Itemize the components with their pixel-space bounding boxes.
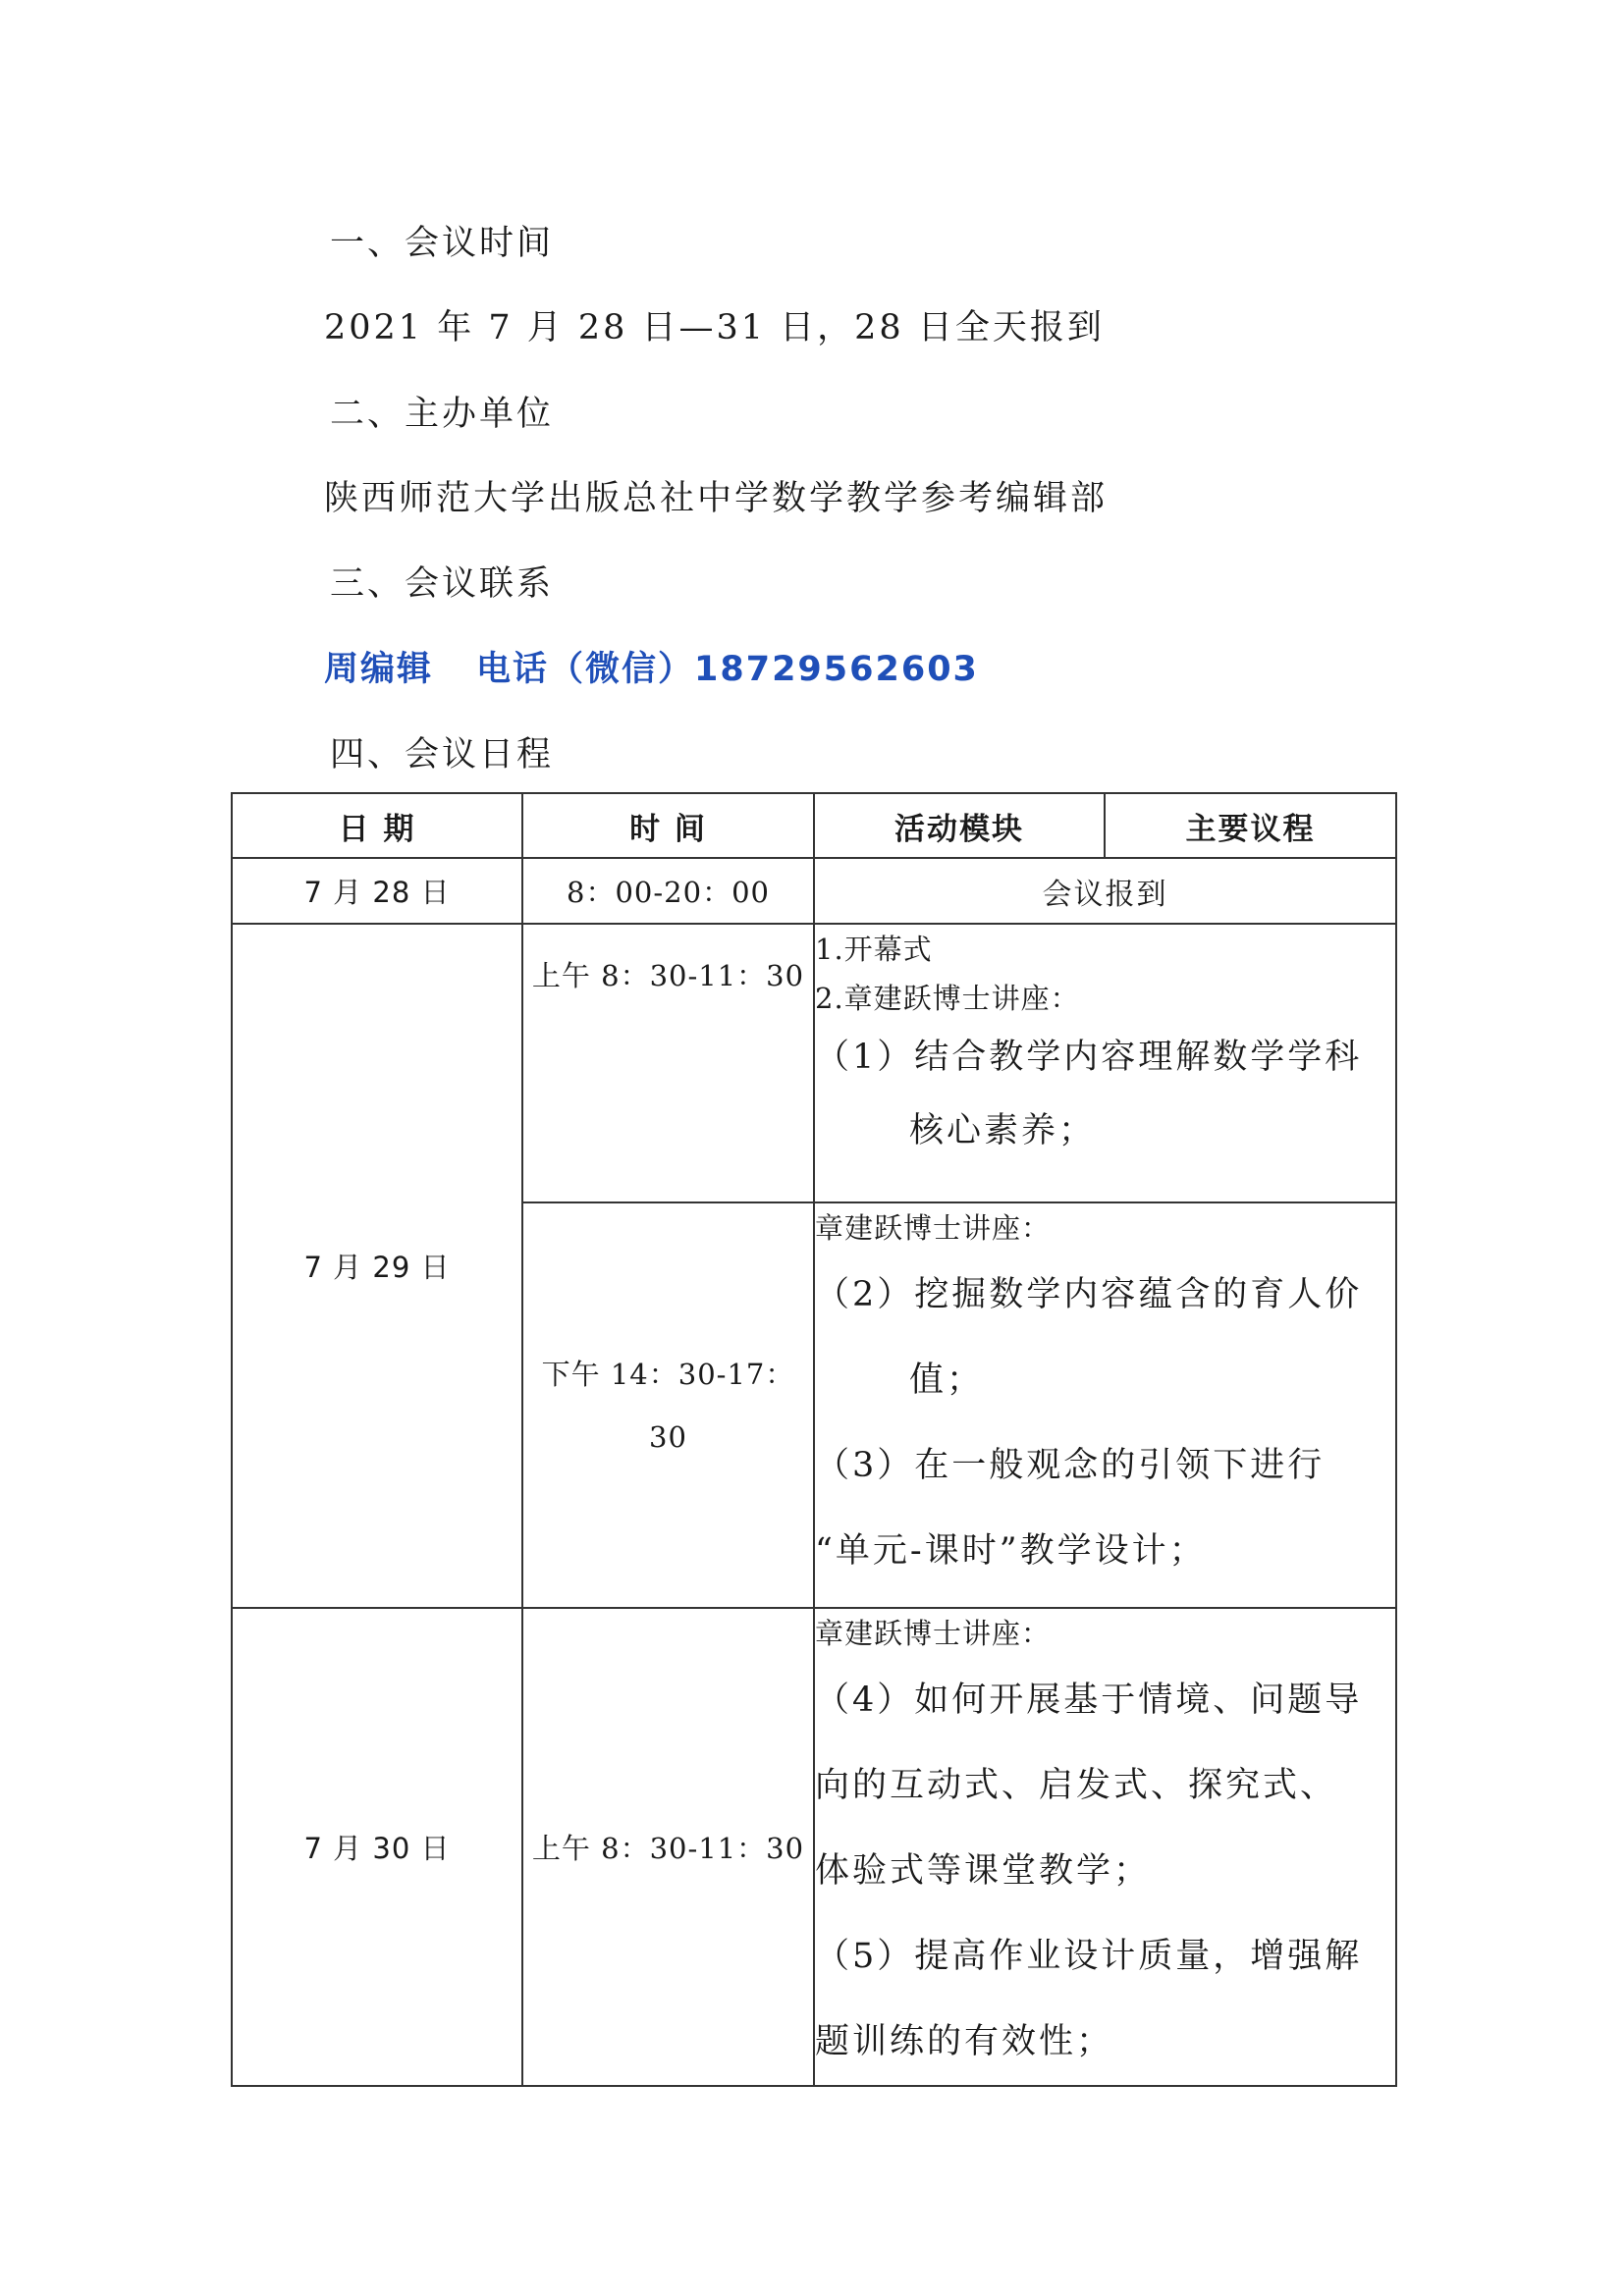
contact-line — [324, 642, 979, 691]
contact-phone: 电话（微信）18729562603 — [476, 650, 979, 689]
section-heading-organizer: 二、主办单位 — [330, 395, 555, 434]
row2-morning-content — [814, 924, 1396, 1202]
row2-afternoon-content — [814, 1202, 1396, 1608]
agenda-item: （1）结合教学内容理解数学学科 — [815, 1038, 1363, 1077]
agenda-item: “单元-课时”教学设计； — [815, 1531, 1207, 1571]
agenda-item: 章建跃博士讲座： — [815, 1617, 1052, 1650]
row3-time: 上午 8：30-11：30 — [522, 1608, 814, 2086]
agenda-item: 向的互动式、启发式、探究式、 — [815, 1766, 1338, 1805]
row3-date: 7 月 30 日 — [232, 1608, 522, 2086]
row3-content — [814, 1608, 1396, 2086]
header-date: 日 期 — [232, 793, 522, 858]
agenda-item: （4）如何开展基于情境、问题导 — [815, 1681, 1363, 1720]
agenda-item: （3）在一般观念的引领下进行 — [815, 1446, 1326, 1485]
header-agenda: 主要议程 — [1105, 793, 1396, 858]
table-row — [232, 1608, 1396, 2086]
meeting-time-text: 2021 年 7 月 28 日—31 日，28 日全天报到 — [324, 308, 1105, 347]
agenda-item: 核心素养； — [909, 1111, 1097, 1150]
table-header-row — [232, 793, 1396, 858]
row2-morning-time: 上午 8：30-11：30 — [522, 924, 814, 1202]
agenda-item: 1.开幕式 — [815, 933, 933, 966]
contact-name: 周编辑 — [324, 650, 434, 689]
time-part: 下午 14：30-17： — [541, 1357, 795, 1391]
section-heading-contact: 三、会议联系 — [330, 564, 555, 604]
header-time: 时 间 — [522, 793, 814, 858]
agenda-item: （5）提高作业设计质量，增强解 — [815, 1937, 1363, 1976]
agenda-item: 章建跃博士讲座： — [815, 1211, 1052, 1245]
row2-date: 7 月 29 日 — [232, 924, 522, 1608]
row1-time: 8：00-20：00 — [522, 858, 814, 924]
agenda-item: 值； — [909, 1361, 985, 1400]
row2-afternoon-time — [522, 1202, 814, 1608]
table-row — [232, 924, 1396, 1202]
section-heading-time: 一、会议时间 — [330, 224, 555, 263]
row1-content: 会议报到 — [814, 858, 1396, 924]
time-part: 30 — [649, 1419, 687, 1454]
organizer-text: 陕西师范大学出版总社中学数学教学参考编辑部 — [324, 479, 1109, 518]
agenda-item: 2.章建跃博士讲座： — [815, 982, 1080, 1015]
schedule-table — [231, 792, 1397, 2087]
agenda-item: （2）挖掘数学内容蕴含的育人价 — [815, 1275, 1363, 1314]
agenda-item: 体验式等课堂教学； — [815, 1851, 1152, 1891]
section-heading-schedule: 四、会议日程 — [330, 735, 555, 774]
agenda-item: 题训练的有效性； — [815, 2022, 1114, 2061]
table-row — [232, 858, 1396, 924]
row1-date: 7 月 28 日 — [232, 858, 522, 924]
header-module: 活动模块 — [814, 793, 1105, 858]
